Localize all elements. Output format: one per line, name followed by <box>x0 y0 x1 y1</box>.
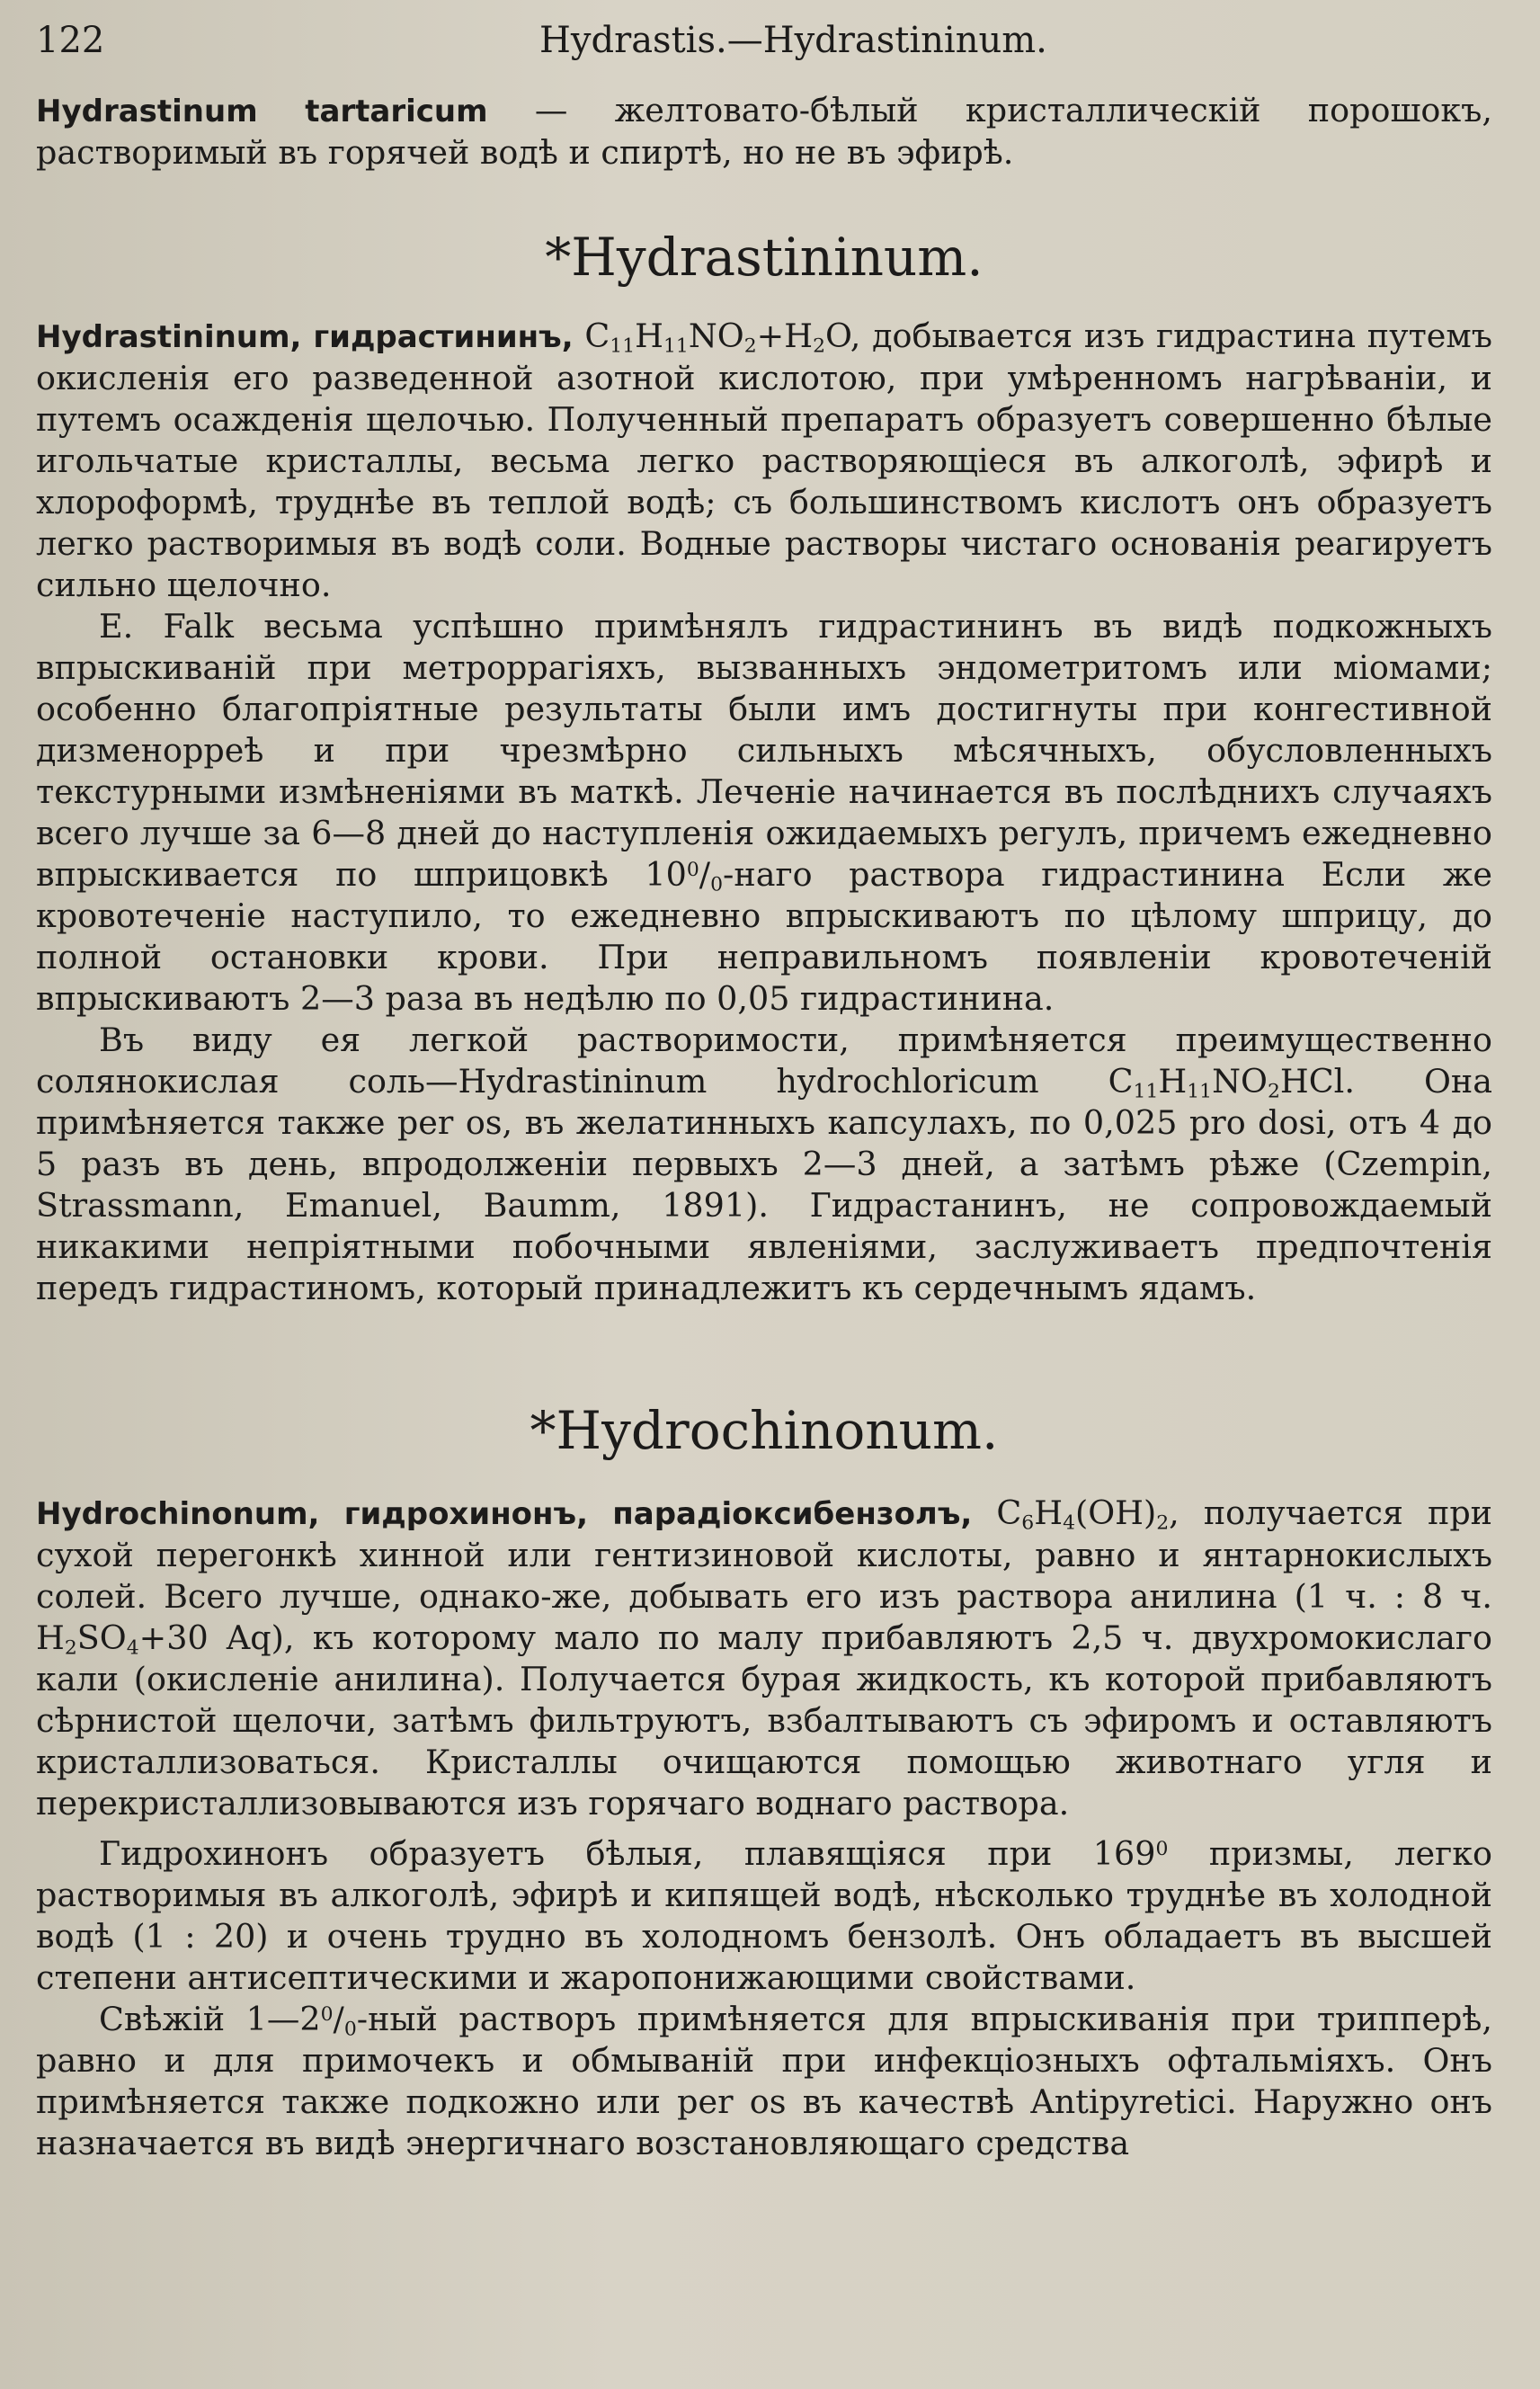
formula-subscript: 2 <box>64 1636 77 1660</box>
slash: / <box>333 2000 344 2038</box>
formula-part: NO <box>1212 1062 1268 1101</box>
paragraph <box>36 606 1492 1020</box>
formula-subscript: 11 <box>1133 1080 1159 1103</box>
formula-part: C <box>972 1493 1022 1532</box>
formula-subscript: 11 <box>663 334 689 358</box>
paragraph-text: Гидрохинонъ образуетъ бѣлыя, плавящіяся при 169 <box>99 1834 1156 1873</box>
formula-subscript: 2 <box>743 334 757 358</box>
paragraph <box>36 316 1492 606</box>
formula-part: (OH) <box>1075 1493 1157 1532</box>
formula-part: H <box>635 316 663 355</box>
paragraph <box>36 1493 1492 1824</box>
entry-term: Hydrastininum, гидрастининъ, <box>36 319 574 355</box>
degree-superscript: 0 <box>1155 1838 1169 1861</box>
page-number: 122 <box>36 20 105 61</box>
formula-subscript: 2 <box>813 334 825 358</box>
entry-hydrastinum-tartaricum <box>36 90 1492 174</box>
page-header <box>36 20 1492 74</box>
slash: / <box>699 855 711 894</box>
superscript: 0 <box>320 2003 334 2027</box>
formula-subscript: 4 <box>126 1636 139 1660</box>
paragraph-text: O, добывается изъ гидрастина путемъ окисленія его разведенной азотной кислотою, при умѣренномъ нагрѣваніи, и путемъ осажденія щелочью. Полученный препаратъ образуетъ совершенно бѣлые игольчатые кристаллы, весьма легко растворяющіеся въ алкоголѣ, эфирѣ и хлороформѣ, труднѣе въ теплой водѣ; съ большинствомъ кислотъ онъ образуетъ легко растворимыя въ водѣ соли. Водные растворы чистаго основанія реагируетъ сильно щелочно. <box>36 316 1492 604</box>
section-heading-hydrastininum: *Hydrastininum. <box>545 227 984 288</box>
paragraph-text: -ный растворъ примѣняется для впрыскиванія при трипперѣ, равно и для примочекъ и обмываній при инфекціозныхъ офтальміяхъ. Онъ примѣняется также подкожно или per os въ качествѣ Antipyretici. Наружно онъ назначается въ видѣ энергичнаго возстановляющаго средства <box>36 2000 1492 2162</box>
formula-subscript: 11 <box>1187 1080 1213 1103</box>
section-heading-hydrochinonum: *Hydrochinonum. <box>530 1400 999 1461</box>
formula-part: C <box>573 316 610 355</box>
subscript: 0 <box>710 873 724 896</box>
formula-part: +H <box>756 316 814 355</box>
paragraph-text: HCl. Она примѣняется также per os, въ желатинныхъ капсулахъ, по 0,025 pro dosi, отъ 4 до 5 разъ въ день, впродолженіи первыхъ 2—3 дней, а затѣмъ рѣже (Czempin, Strassmann, Emanuel, Baumm, 1891). Гидрастанинъ, не сопровождаемый никакими непріятными побочными явленіями, заслуживаетъ предпочтенія передъ гидрастиномъ, который принадлежитъ къ сердечнымъ ядамъ. <box>36 1062 1492 1307</box>
paragraph-text: призмы, легко растворимыя въ алкоголѣ, эфирѣ и кипящей водѣ, нѣсколько труднѣе въ холодной водѣ (1 : 20) и очень трудно въ холодномъ бензолѣ. Онъ обладаетъ въ высшей степени антисептическими и жаропонижающими свойствами. <box>36 1834 1492 1997</box>
paragraph-text: -наго раствора гидрастинина Если же кровотеченіе наступило, то ежедневно впрыскиваютъ по цѣлому шприцу, до полной остановки крови. При неправильномъ появленіи кровотеченій впрыскиваютъ 2—3 раза въ недѣлю по 0,05 гидрастинина. <box>36 855 1492 1018</box>
paragraph-text: Свѣжій 1—2 <box>99 2000 321 2038</box>
paragraph-text: Въ виду ея легкой растворимости, примѣняется преимущественно солянокислая соль—Hydrastininum hydrochloricum C <box>36 1021 1492 1101</box>
formula-subscript: 4 <box>1063 1511 1075 1535</box>
paragraph-text: E. Falk весьма успѣшно примѣнялъ гидрастининъ въ видѣ подкожныхъ впрыскиваній при метроррагіяхъ, вызванныхъ эндометритомъ или міомами; особенно благопріятные результаты были имъ достигнуты при конгестивной дизменорреѣ и при чрезмѣрно сильныхъ мѣсячныхъ, обусловленныхъ текстурными измѣненіями въ маткѣ. Леченіе начинается въ послѣднихъ случаяхъ всего лучше за 6—8 дней до наступленія ожидаемыхъ регулъ, причемъ ежедневно впрыскивается по шприцовкѣ 10 <box>36 607 1492 894</box>
paragraph <box>36 1020 1492 1309</box>
formula-part: NO <box>688 316 744 355</box>
paragraph-gap <box>36 1824 1492 1833</box>
formula-part: H <box>1158 1062 1188 1101</box>
running-title: Hydrastis.—Hydrastininum. <box>539 20 1047 61</box>
formula-part: H <box>1034 1493 1064 1532</box>
formula-subscript: 2 <box>1267 1080 1280 1103</box>
formula-subscript: 6 <box>1021 1511 1035 1535</box>
subscript: 0 <box>343 2018 357 2041</box>
formula-subscript: 11 <box>610 334 636 358</box>
formula-part: SO <box>76 1618 127 1657</box>
page-body <box>36 90 1492 2164</box>
paragraph <box>36 1999 1492 2164</box>
paragraph-text: +30 Aq), къ которому мало по малу прибавляютъ 2,5 ч. двухромокислаго кали (окисленіе анилина). Получается бурая жидкость, къ которой прибавляютъ сѣрнистой щелочи, затѣмъ фильтруютъ, взбалтываютъ съ эфиромъ и оставляютъ кристаллизоваться. Кристаллы очищаются помощью животнаго угля и перекристаллизовываются изъ горячаго воднаго раствора. <box>36 1618 1492 1823</box>
formula-subscript: 2 <box>1156 1511 1170 1535</box>
paragraph-text: , получается при сухой перегонкѣ хинной или гентизиновой кислоты, равно и янтарнокислыхъ солей. Всего лучше, однако-же, добывать его изъ раствора анилина (1 ч. : 8 ч. H <box>36 1493 1493 1657</box>
entry-term: Hydrochinonum, гидрохинонъ, парадіоксибензолъ, <box>36 1496 973 1532</box>
superscript: 0 <box>686 859 699 882</box>
entry-term: Hydrastinum tartaricum <box>36 94 488 129</box>
entry-text: — желтовато-бѣлый кристаллическій порошокъ, растворимый въ горячей водѣ и спиртѣ, но не въ эфирѣ. <box>36 91 1492 172</box>
paragraph <box>36 1833 1492 1999</box>
